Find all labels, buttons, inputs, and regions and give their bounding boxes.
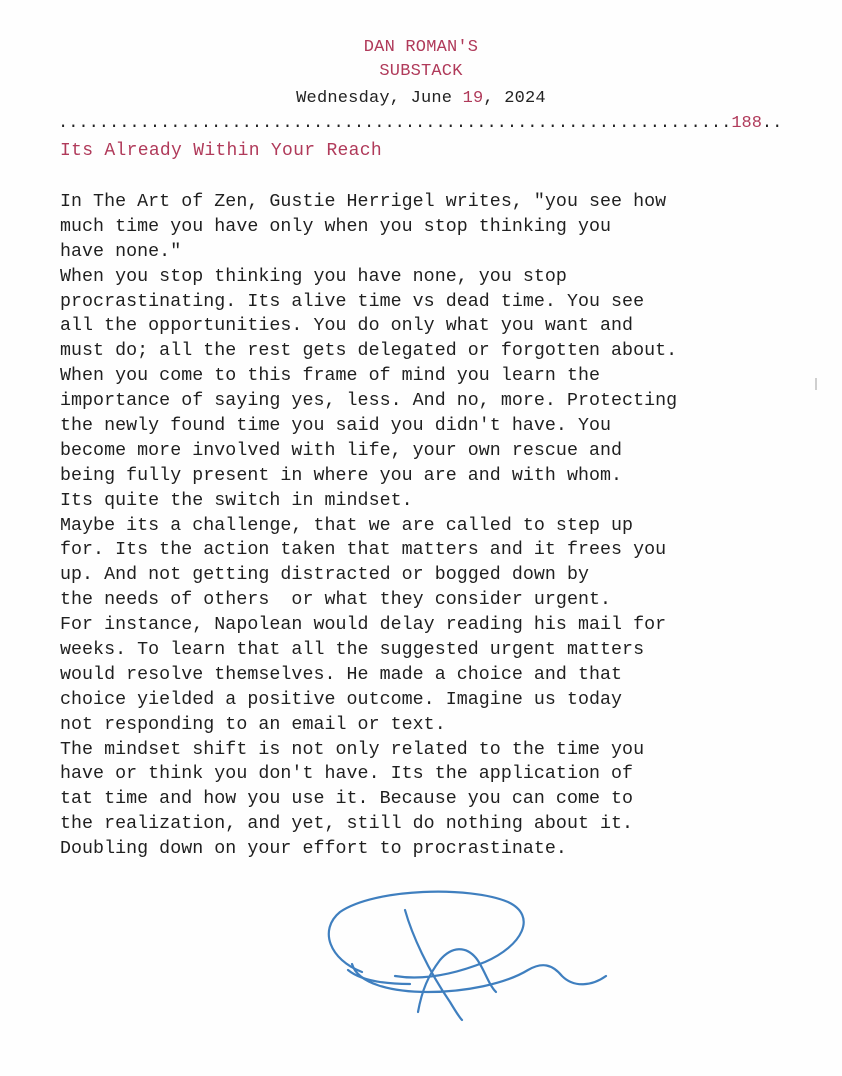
body-line: all the opportunities. You do only what you want and	[60, 316, 634, 337]
body-line: much time you have only when you stop thinking you	[60, 216, 612, 237]
publication-heading: SUBSTACK	[379, 62, 463, 81]
body-line: In The Art of Zen, Gustie Herrigel writes, "you see how	[60, 192, 667, 212]
separator-trailing-dots: ..	[761, 114, 783, 133]
handwritten-signature	[300, 880, 630, 1030]
body-line: being fully present in where you are and with whom.	[60, 465, 623, 486]
date-day: 19	[462, 89, 484, 108]
body-line: tat time and how you use it. Because you can come to	[60, 789, 634, 810]
essay-body	[60, 190, 800, 862]
body-line: For instance, Napolean would delay reading his mail for	[60, 615, 667, 636]
body-line: must do; all the rest gets delegated or forgotten about.	[60, 341, 678, 362]
body-line: Its quite the switch in mindset.	[60, 490, 413, 511]
body-line: the needs of others or what they consider urgent.	[60, 590, 612, 611]
body-line: procrastinating. Its alive time vs dead time. You see	[60, 291, 645, 312]
body-line: become more involved with life, your own rescue and	[60, 440, 623, 461]
dotted-separator	[58, 114, 798, 133]
author-heading: DAN ROMAN'S	[363, 38, 479, 57]
body-line: up. And not getting distracted or bogged down by	[60, 565, 589, 586]
body-line: When you come to this frame of mind you learn the	[60, 366, 601, 387]
body-line: have none."	[60, 241, 182, 262]
body-line: not responding to an email or text.	[60, 714, 446, 735]
body-line: would resolve themselves. He made a choice and that	[60, 664, 623, 685]
body-line: Maybe its a challenge, that we are called to step up	[60, 515, 634, 536]
body-line: the realization, and yet, still do nothing about it.	[60, 814, 634, 835]
body-line: importance of saying yes, less. And no, more. Protecting	[60, 391, 678, 412]
body-line: have or think you don't have. Its the application of	[60, 764, 634, 785]
date-line	[0, 89, 842, 108]
paper-speck	[815, 378, 817, 390]
separator-dots: ..................................................................	[58, 114, 732, 133]
essay-title: Its Already Within Your Reach	[60, 141, 382, 161]
body-line: weeks. To learn that all the suggested urgent matters	[60, 640, 645, 661]
body-line: When you stop thinking you have none, you stop	[60, 266, 567, 287]
date-suffix: , 2024	[483, 89, 546, 108]
body-line: the newly found time you said you didn't have. You	[60, 416, 612, 437]
page-number: 188	[731, 114, 762, 133]
body-line: for. Its the action taken that matters and it frees you	[60, 540, 667, 561]
body-line: Doubling down on your effort to procrastinate.	[60, 839, 567, 860]
body-line: The mindset shift is not only related to the time you	[60, 739, 645, 760]
body-line: choice yielded a positive outcome. Imagine us today	[60, 689, 623, 710]
date-prefix: Wednesday, June	[296, 89, 463, 108]
